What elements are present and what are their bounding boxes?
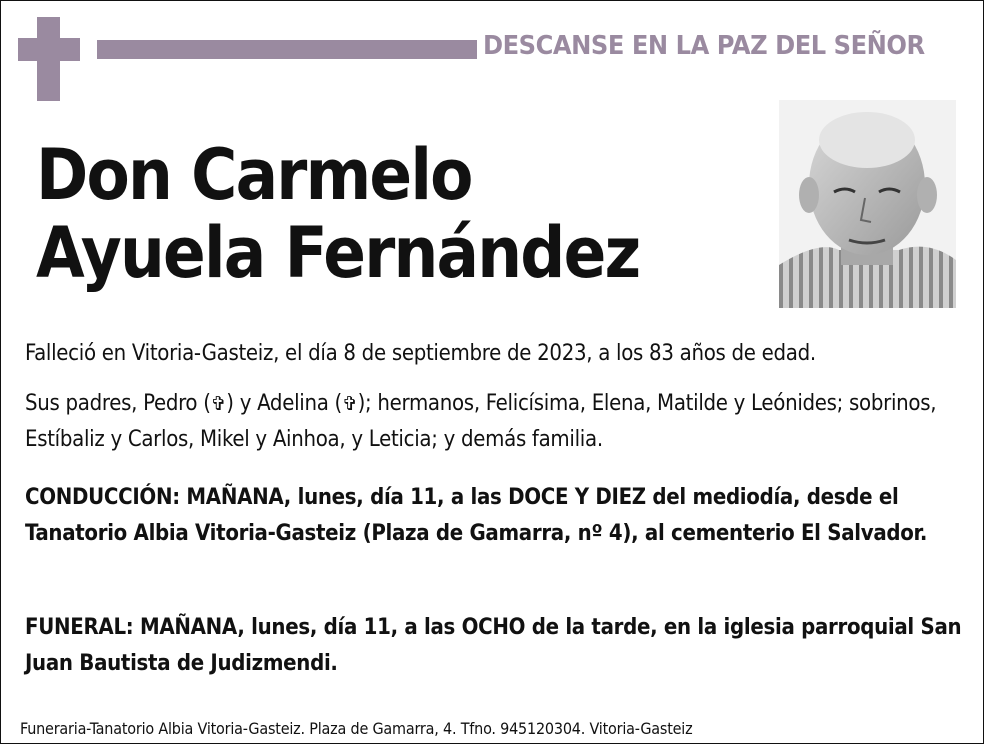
cross-mark-icon: ✞ bbox=[210, 393, 227, 415]
portrait-illustration bbox=[779, 100, 956, 308]
family-paragraph bbox=[25, 386, 970, 458]
cross-mark-icon: ✞ bbox=[341, 393, 358, 415]
header-title: DESCANSE EN LA PAZ DEL SEÑOR bbox=[483, 31, 925, 61]
cross-horizontal-bar bbox=[18, 38, 80, 61]
funeral-paragraph: FUNERAL: MAÑANA, lunes, día 11, a las OCHO de la tarde, en la iglesia parroquial San Juan Bautista de Judizmendi. bbox=[25, 615, 962, 676]
deceased-name-line2: Ayuela Fernández bbox=[36, 212, 640, 294]
portrait-photo bbox=[779, 100, 956, 308]
family-text-part1: Sus padres, Pedro ( bbox=[25, 391, 211, 416]
conduccion-paragraph: CONDUCCIÓN: MAÑANA, lunes, día 11, a las DOCE Y DIEZ del mediodía, desde el Tanatorio Albia Vitoria-Gasteiz (Plaza de Gamarra, nº 4), al cementerio El Salvador. bbox=[25, 485, 928, 546]
family-text-part2: ) y Adelina ( bbox=[226, 391, 342, 416]
deceased-name-line1: Don Carmelo bbox=[36, 134, 472, 216]
header-divider-bar bbox=[97, 40, 477, 59]
death-notice: Falleció en Vitoria-Gasteiz, el día 8 de septiembre de 2023, a los 83 años de edad. bbox=[25, 341, 816, 366]
family-text-part3: ); hermanos, Felicísima, Elena, Matilde y Leónides; sobrinos, Estíbaliz y Carlos, Mikel y Ainhoa, y Leticia; y demás familia. bbox=[25, 391, 937, 452]
funeral-home-footer: Funeraria-Tanatorio Albia Vitoria-Gasteiz. Plaza de Gamarra, 4. Tfno. 945120304. Vitoria-Gasteiz bbox=[20, 719, 693, 738]
